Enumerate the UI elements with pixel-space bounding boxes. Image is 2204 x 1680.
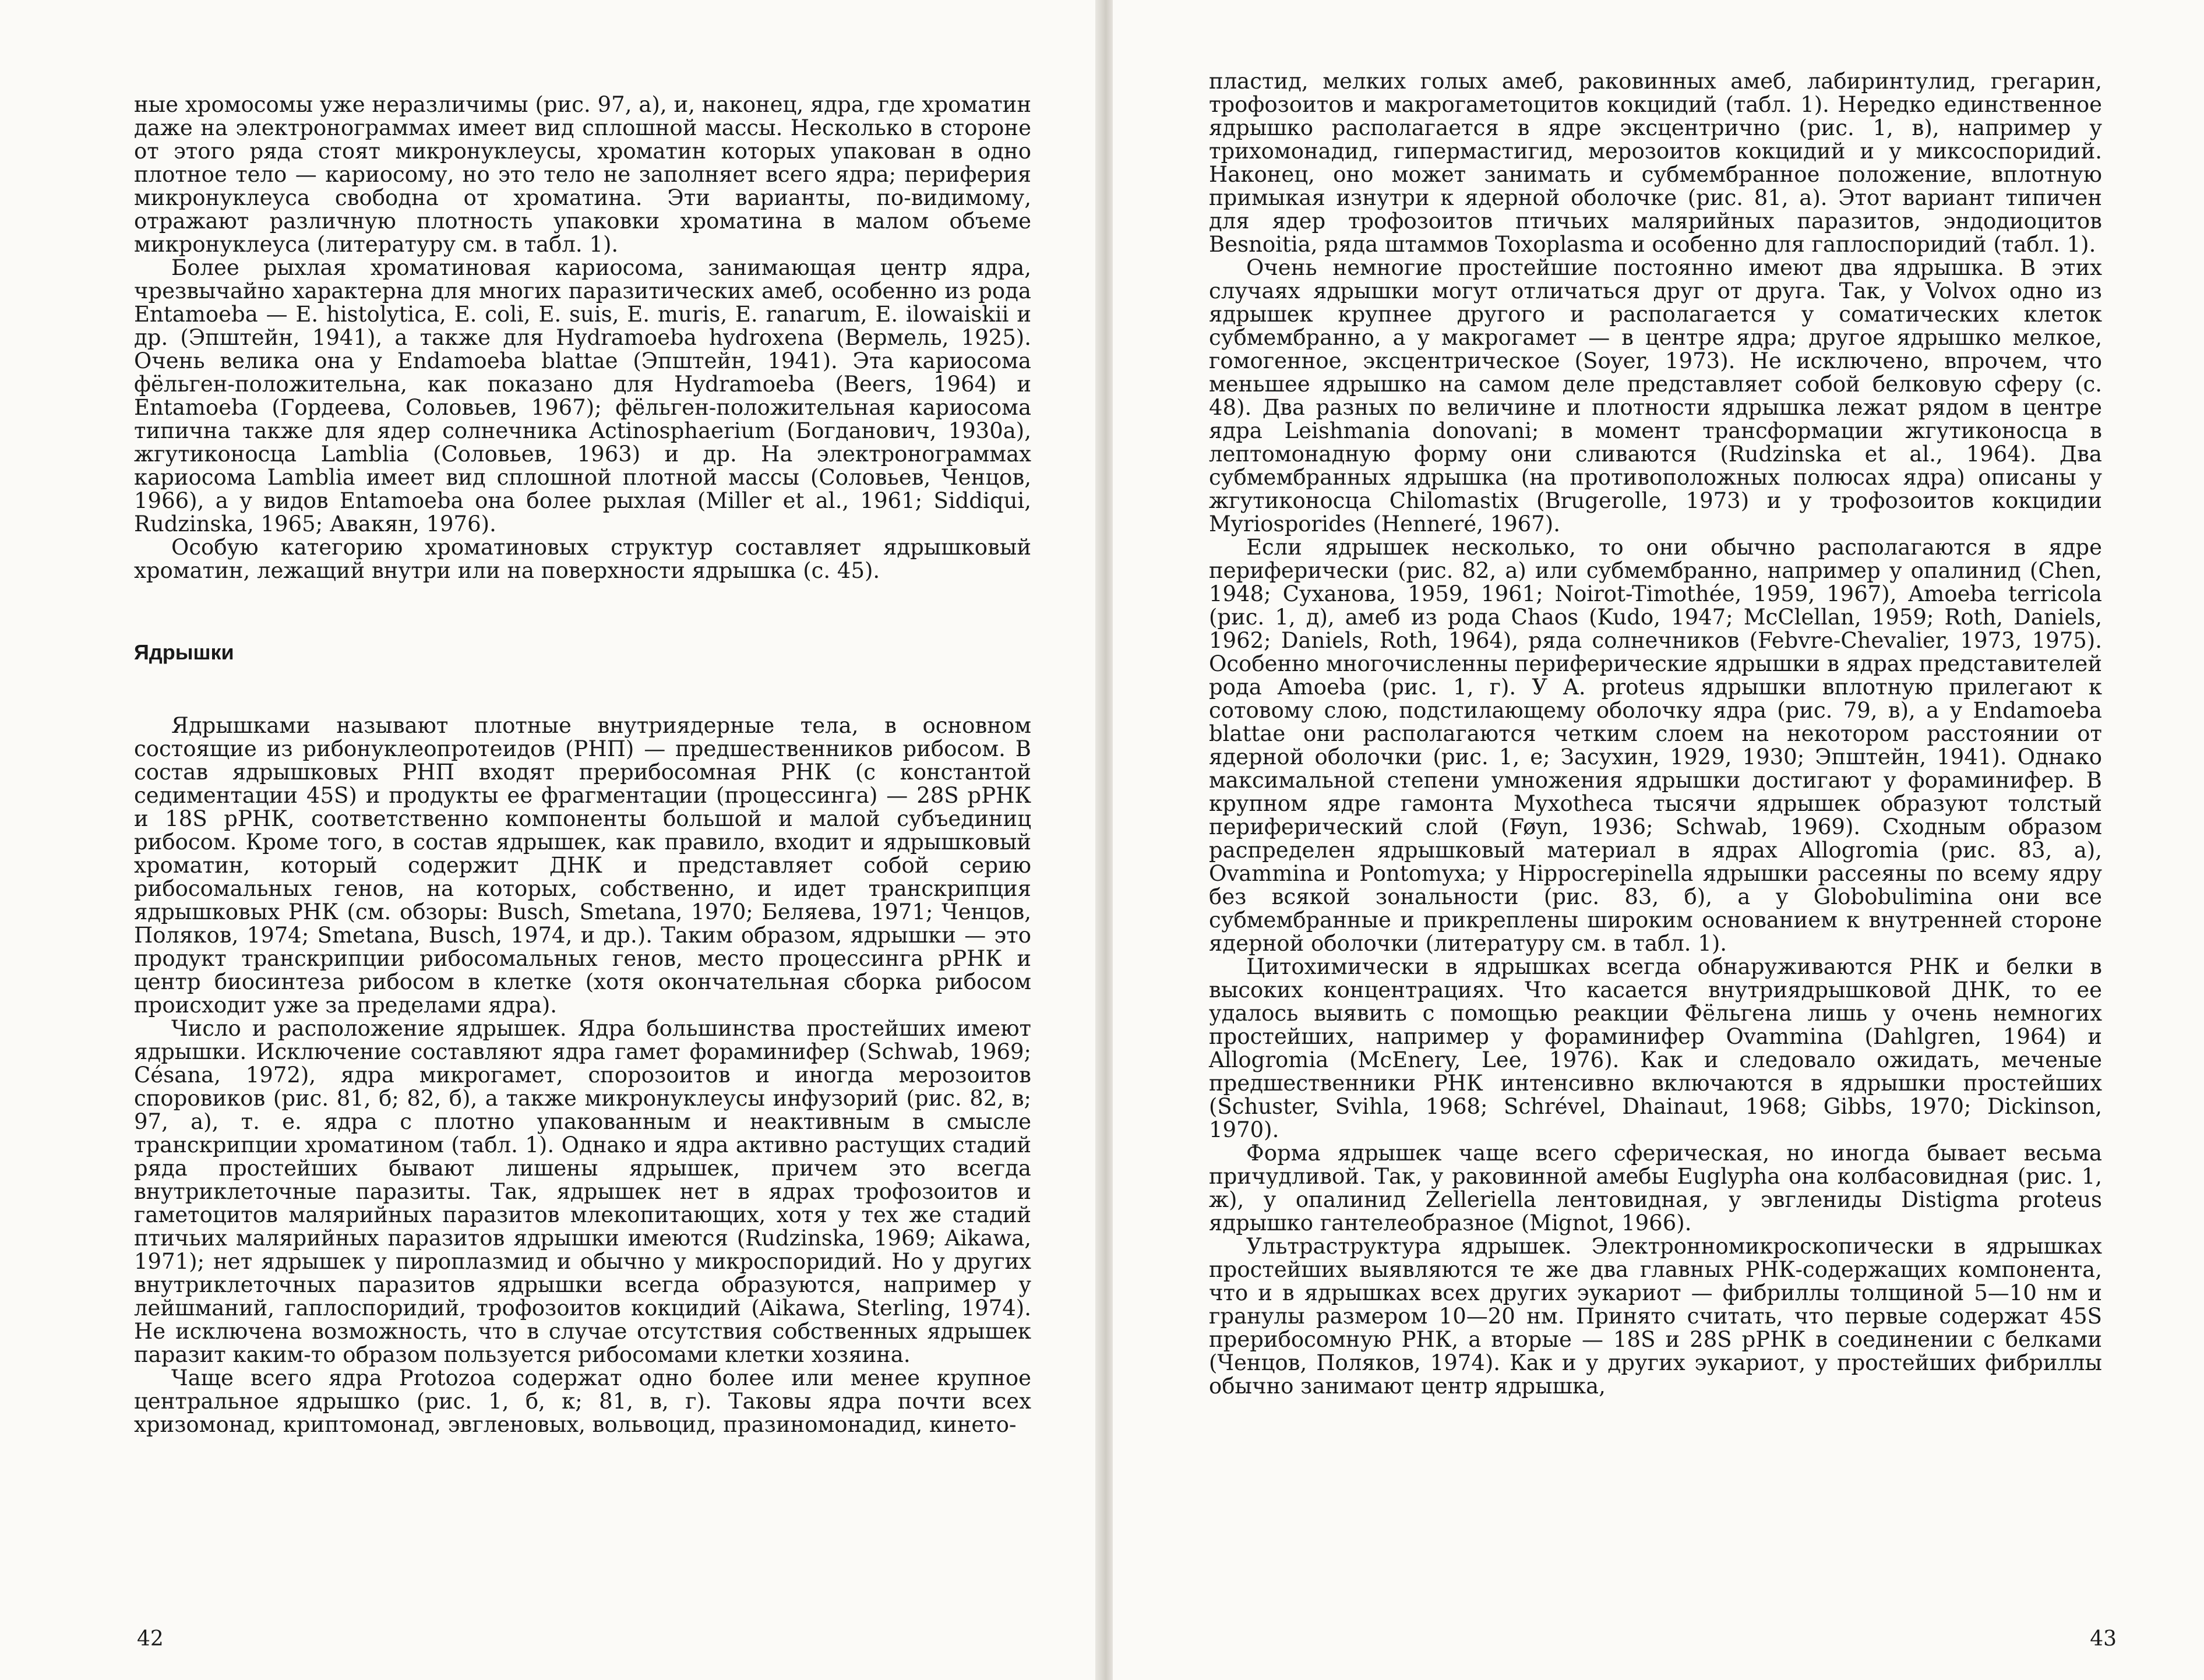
paragraph: Ультраструктура ядрышек. Электронномикроскопически в ядрышках простейших выявляются те же два главных РНК-содержащих компонента, что и в ядрышках всех других эукариот — фибриллы толщиной 5—10 нм и гранулы размером 10—20 нм. Принято считать, что первые содержат 45S прерибосомную РНК, а вторые — 18S и 28S рРНК в соединении с белками (Ченцов, Поляков, 1974). Как и у других эукариот, у простейших фибриллы обычно занимают центр ядрышка, [1209,1234,2102,1399]
paragraph: Очень немногие простейшие постоянно имеют два ядрышка. В этих случаях ядрышки могут отличаться друг от друга. Так, у Volvox одно из ядрышек крупнее другого и располагается у соматических клеток субмембранно, а у макрогамет — в центре ядра; другое ядрышко мелкое, гомогенное, эксцентрическое (Soyer, 1973). Не исключено, впрочем, что меньшее ядрышко на самом деле представляет собой белковую сферу (с. 48). Два разных по величине и плотности ядрышка лежат рядом в центре ядра Leishmania donovani; в момент трансформации жгутиконосца в лептомонадную форму они сливаются (Rudzinska et al., 1964). Два субмембранных ядрышка (на противоположных полюсах ядра) описаны у жгутиконосца Chilomastix (Brugerolle, 1973) и у трофозоитов кокцидии Myriosporides (Henneré, 1967). [1209,255,2102,537]
paragraph: Ядрышками называют плотные внутриядерные тела, в основном состоящие из рибонуклеопротеидов (РНП) — предшественников рибосом. В состав ядрышковых РНП входят прерибосомная РНК (с константой седиментации 45S) и продукты ее фрагментации (процессинга) — 28S рРНК и 18S рРНК, соответственно компоненты большой и малой субъединиц рибосом. Кроме того, в состав ядрышек, как правило, входит и ядрышковый хроматин, который содержит ДНК и представляет собой серию рибосомальных генов, на которых, собственно, и идет транскрипция ядрышковых РНК (см. обзоры: Busch, Smetana, 1970; Беляева, 1971; Ченцов, Поляков, 1974; Smetana, Busch, 1974, и др.). Таким образом, ядрышки — это продукт транскрипции рибосомальных генов, место процессинга рРНК и центр биосинтеза рибосом в клетке (хотя окончательная сборка рибосом происходит уже за пределами ядра). [134,713,1031,1018]
paragraph: пластид, мелких голых амеб, раковинных амеб, лабиринтулид, грегарин, трофозоитов и макрогаметоцитов кокцидий (табл. 1). Нередко единственное ядрышко располагается в ядре эксцентрично (рис. 1, в), например у трихомонадид, гипермастигид, мерозоитов кокцидий и у миксоспоридий. Наконец, оно может занимать и субмембранное положение, вплотную примыкая изнутри к ядерной оболочке (рис. 81, а). Этот вариант типичен для ядер трофозоитов птичьих малярийных паразитов, эндодиоцитов Besnoitia, ряда штаммов Toxoplasma и особенно для гаплоспоридий (табл. 1). [1209,69,2102,257]
paragraph: Число и расположение ядрышек. Ядра большинства простейших имеют ядрышки. Исключение составляют ядра гамет фораминифер (Schwab, 1969; Césana, 1972), ядра микрогамет, спорозоитов и иногда мерозоитов споровиков (рис. 81, б; 82, б), а также микронуклеусы инфузорий (рис. 82, в; 97, а), т. е. ядра с плотно упакованным и неактивным в смысле транскрипции хроматином (табл. 1). Однако и ядра активно растущих стадий ряда простейших бывают лишены ядрышек, причем это всегда внутриклеточные паразиты. Так, ядрышек нет в ядрах трофозоитов и гаметоцитов малярийных паразитов млекопитающих, хотя у тех же стадий птичьих малярийных паразитов ядрышки имеются (Rudzinska, 1969; Aikawa, 1971); нет ядрышек у пироплазмид и обычно у микроспоридий. Но у других внутриклеточных паразитов ядрышки всегда образуются, например у лейшманий, гаплоспоридий, трофозоитов кокцидий (Aikawa, Sterling, 1974). Не исключена возможность, что в случае отсутствия собственных ядрышек паразит каким-то образом пользуется рибосомами клетки хозяина. [134,1016,1031,1367]
book-gutter [1095,0,1113,1680]
section-heading: Ядрышки [134,640,234,664]
left-page [0,0,1095,1680]
page-number: 42 [137,1627,164,1651]
paragraph: Чаще всего ядра Protozoa содержат одно более или менее крупное центральное ядрышко (рис. 1, б, к; 81, в, г). Таковы ядра почти всех хризомонад, криптомонад, эвгленовых, вольвоцид, празиномонадид, кинето- [134,1365,1031,1437]
paragraph: Форма ядрышек чаще всего сферическая, но иногда бывает весьма причудливой. Так, у раковинной амебы Euglypha она колбасовидная (рис. 1, ж), у опалинид Zelleriella лентовидная, у эвглениды Distigma proteus ядрышко гантелеобразное (Mignot, 1966). [1209,1141,2102,1236]
paragraph: Если ядрышек несколько, то они обычно располагаются в ядре периферически (рис. 82, а) или субмембранно, например у опалинид (Chen, 1948; Суханова, 1959, 1961; Noirot-Timothée, 1959, 1967), Amoeba terricola (рис. 1, д), амеб из рода Chaos (Kudo, 1947; McClellan, 1959; Roth, Daniels, 1962; Daniels, Roth, 1964), ряда солнечников (Febvre-Chevalier, 1973, 1975). Особенно многочисленны периферические ядрышки в ядрах представителей рода Amoeba (рис. 1, г). У A. proteus ядрышки вплотную прилегают к сотовому слою, подстилающему оболочку ядра (рис. 79, в), а у Endamoeba blattae они располагаются четким слоем на некотором расстоянии от ядерной оболочки (рис. 1, е; Засухин, 1929, 1930; Эпштейн, 1941). Однако максимальной степени умножения ядрышки достигают у фораминифер. В крупном ядре гамонта Myxotheca тысячи ядрышек образуют толстый периферический слой (Føyn, 1936; Schwab, 1969). Сходным образом распределен ядрышковый материал в ядрах Allogromia (рис. 83, а), Ovammina и Pontomyxa; у Hippocrepinella ядрышки рассеяны по всему ядру без всякой зональности (рис. 83, б), а у Globobulimina они все субмембранные и прикреплены широким основанием к внутренней стороне ядерной оболочки (литературу см. в табл. 1). [1209,535,2102,956]
paragraph: Более рыхлая хроматиновая кариосома, занимающая центр ядра, чрезвычайно характерна для многих паразитических амеб, особенно из рода Entamoeba — E. histolytica, E. coli, E. suis, E. muris, E. ranarum, E. ilowaiskii и др. (Эпштейн, 1941), а также для Hydramoeba hydroxena (Вермель, 1925). Очень велика она у Endamoeba blattae (Эпштейн, 1941). Эта кариосома фёльген-положительна, как показано для Hydramoeba (Beers, 1964) и Entamoeba (Гордеева, Соловьев, 1967); фёльген-положительная кариосома типична также для ядер солнечника Actinosphaerium (Богданович, 1930а), жгутиконосца Lamblia (Соловьев, 1963) и др. На электронограммах кариосома Lamblia имеет вид сплошной плотной массы (Соловьев, Ченцов, 1966), а у видов Entamoeba она более рыхлая (Miller et al., 1961; Siddiqui, Rudzinska, 1965; Авакян, 1976). [134,255,1031,537]
paragraph: ные хромосомы уже неразличимы (рис. 97, а), и, наконец, ядра, где хроматин даже на электронограммах имеет вид сплошной массы. Несколько в стороне от этого ряда стоят микронуклеусы, хроматин которых упакован в одно плотное тело — кариосому, но это тело не заполняет всего ядра; периферия микронуклеуса свободна от хроматина. Эти варианты, по-видимому, отражают различную плотность упаковки хроматина в малом объеме микронуклеуса (литературу см. в табл. 1). [134,92,1031,257]
paragraph: Особую категорию хроматиновых структур составляет ядрышковый хроматин, лежащий внутри или на поверхности ядрышка (с. 45). [134,535,1031,583]
right-page [1113,0,2204,1680]
paragraph: Цитохимически в ядрышках всегда обнаруживаются РНК и белки в высоких концентрациях. Что касается внутриядрышковой ДНК, то ее удалось выявить с помощью реакции Фёльгена лишь у очень немногих простейших, например у фораминифер Ovammina (Dahlgren, 1964) и Allogromia (McEnery, Lee, 1976). Как и следовало ожидать, меченые предшественники РНК интенсивно включаются в ядрышки простейших (Schuster, Svihla, 1968; Schrével, Dhainaut, 1968; Gibbs, 1970; Dickinson, 1970). [1209,954,2102,1142]
page-number: 43 [2090,1627,2117,1651]
